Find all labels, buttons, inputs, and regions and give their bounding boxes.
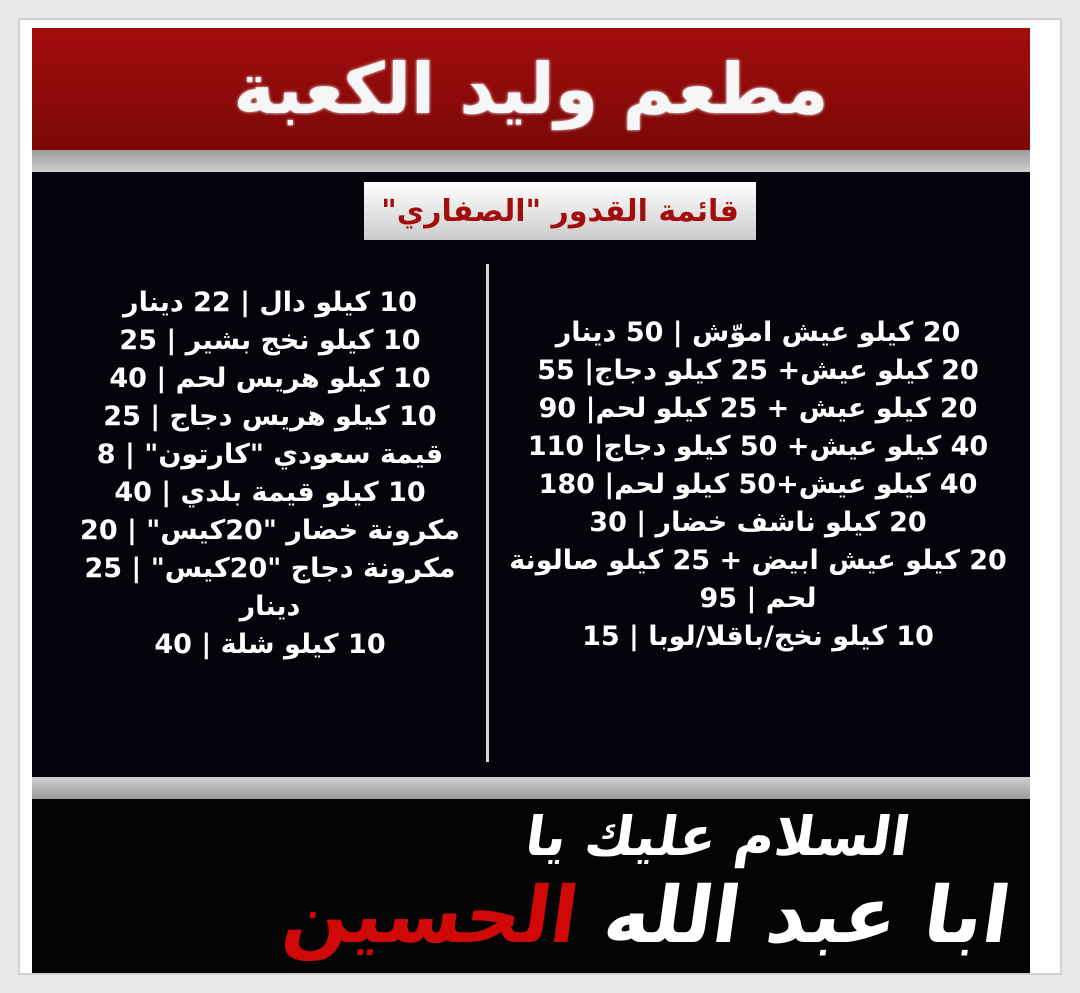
- header-divider-band: [32, 150, 1030, 172]
- menu-subtitle: قائمة القدور "الصفاري": [381, 193, 739, 229]
- list-item: 10 كيلو نخج بشير | 25: [119, 325, 421, 356]
- greeting-line: السلام عليك يا: [521, 805, 915, 868]
- restaurant-name: مطعم وليد الكعبة: [233, 48, 829, 130]
- header-banner: [32, 28, 1030, 150]
- footer-divider-band: [32, 777, 1030, 799]
- list-item: 20 كيلو عيش + 25 كيلو لحم| 90: [538, 393, 978, 424]
- menu-subtitle-box: [364, 182, 756, 240]
- menu-column-left: [60, 284, 480, 664]
- list-item: 10 كيلو قيمة بلدي | 40: [114, 477, 426, 508]
- list-item: 40 كيلو عيش+ 50 كيلو دجاج| 110: [527, 431, 989, 462]
- menu-column-right: [498, 314, 1018, 656]
- footer-calligraphy-panel: [32, 799, 1030, 973]
- list-item: 40 كيلو عيش+50 كيلو لحم| 180: [538, 469, 978, 500]
- list-item: 10 كيلو هريس دجاج | 25: [103, 401, 437, 432]
- list-item: 20 كيلو عيش اموّش | 50 دينار: [555, 317, 961, 348]
- column-divider: [486, 264, 489, 762]
- calligraphy-red-text: الحسين: [277, 871, 585, 961]
- list-item: 20 كيلو ناشف خضار | 30: [589, 507, 927, 538]
- list-item: مكرونة دجاج "20كيس" | 25 دينار: [84, 553, 456, 622]
- list-item: 10 كيلو شلة | 40: [154, 629, 386, 660]
- list-item: مكرونة خضار "20كيس" | 20: [80, 515, 460, 546]
- calligraphy-white-text: ابا عبد الله: [598, 871, 1017, 961]
- list-item: 10 كيلو هريس لحم | 40: [109, 363, 431, 394]
- calligraphy-line: [278, 871, 1016, 961]
- list-item: 10 كيلو دال | 22 دينار: [123, 287, 417, 318]
- list-item: 10 كيلو نخج/باقلا/لوبا | 15: [582, 621, 934, 652]
- list-item: 20 كيلو عيش+ 25 كيلو دجاج| 55: [537, 355, 979, 386]
- list-item: 20 كيلو عيش ابيض + 25 كيلو صالونة لحم | 95: [509, 545, 1007, 614]
- list-item: قيمة سعودي "كارتون" | 8: [96, 439, 444, 470]
